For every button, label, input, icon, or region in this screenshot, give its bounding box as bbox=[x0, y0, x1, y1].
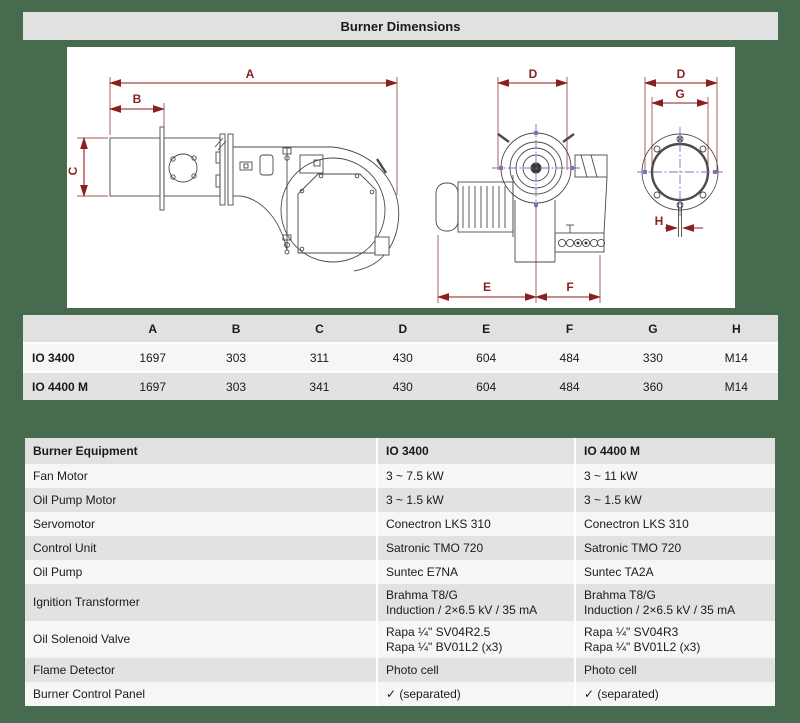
burner-drawing-panel bbox=[67, 47, 735, 308]
table-row: Oil Pump Motor 3 ~ 1.5 kW 3 ~ 1.5 kW bbox=[25, 488, 775, 512]
side-view-drawing bbox=[67, 67, 399, 271]
dims-col-b: B bbox=[231, 321, 241, 336]
table-row: IO 3400 1697 303 311 430 604 484 330 M14 bbox=[23, 342, 778, 371]
table-row: Oil Solenoid Valve Rapa ¼" SV04R2.5 Rapa ¼" BV01L2 (x3) Rapa ¼" SV04R3 Rapa ¼" BV01L2 (x3) bbox=[25, 621, 775, 658]
model-name: IO 4400 M bbox=[32, 379, 89, 394]
dim-label-b: B bbox=[132, 92, 142, 106]
dim-label-a: A bbox=[245, 67, 255, 81]
table-row: IO 4400 M 1697 303 341 430 604 484 360 M14 bbox=[23, 371, 778, 400]
equipment-table bbox=[25, 438, 775, 706]
flange-view-drawing bbox=[637, 67, 723, 237]
table-row: Burner Control Panel ✓ (separated) ✓ (separated) bbox=[25, 682, 775, 706]
table-row: Control Unit Satronic TMO 720 Satronic TMO 720 bbox=[25, 536, 775, 560]
dims-col-h: H bbox=[731, 321, 741, 336]
table-row: Flame Detector Photo cell Photo cell bbox=[25, 658, 775, 682]
equipment-table-header bbox=[25, 438, 775, 464]
dim-label-e: E bbox=[482, 280, 492, 294]
equip-header-label: Burner Equipment bbox=[25, 438, 376, 464]
dimensions-table bbox=[23, 315, 778, 400]
equip-header-io4400: IO 4400 M bbox=[576, 438, 775, 464]
dims-col-a: A bbox=[148, 321, 158, 336]
dim-label-d: D bbox=[528, 67, 538, 81]
table-row: Fan Motor 3 ~ 7.5 kW 3 ~ 11 kW bbox=[25, 464, 775, 488]
equip-header-io3400: IO 3400 bbox=[378, 438, 574, 464]
dims-col-c: C bbox=[315, 321, 324, 336]
dim-label-h: H bbox=[654, 214, 664, 228]
dim-label-g: G bbox=[675, 87, 685, 101]
page-title: Burner Dimensions bbox=[23, 12, 778, 40]
dims-col-f: F bbox=[565, 321, 574, 336]
dim-label-c: C bbox=[67, 166, 80, 176]
dims-col-g: G bbox=[648, 321, 658, 336]
table-row: Servomotor Conectron LKS 310 Conectron LKS 310 bbox=[25, 512, 775, 536]
burner-dimensions-diagram bbox=[67, 47, 735, 308]
front-view-drawing bbox=[436, 67, 607, 303]
model-name: IO 3400 bbox=[32, 350, 75, 365]
dim-label-d2: D bbox=[676, 67, 686, 81]
dim-label-f: F bbox=[566, 280, 574, 294]
dimensions-table-header bbox=[23, 315, 778, 342]
table-row: Oil Pump Suntec E7NA Suntec TA2A bbox=[25, 560, 775, 584]
table-row: Ignition Transformer Brahma T8/G Induction / 2×6.5 kV / 35 mA Brahma T8/G Induction / 2×6.5 kV / 35 mA bbox=[25, 584, 775, 621]
dims-col-d: D bbox=[398, 321, 408, 336]
dims-col-e: E bbox=[482, 321, 491, 336]
